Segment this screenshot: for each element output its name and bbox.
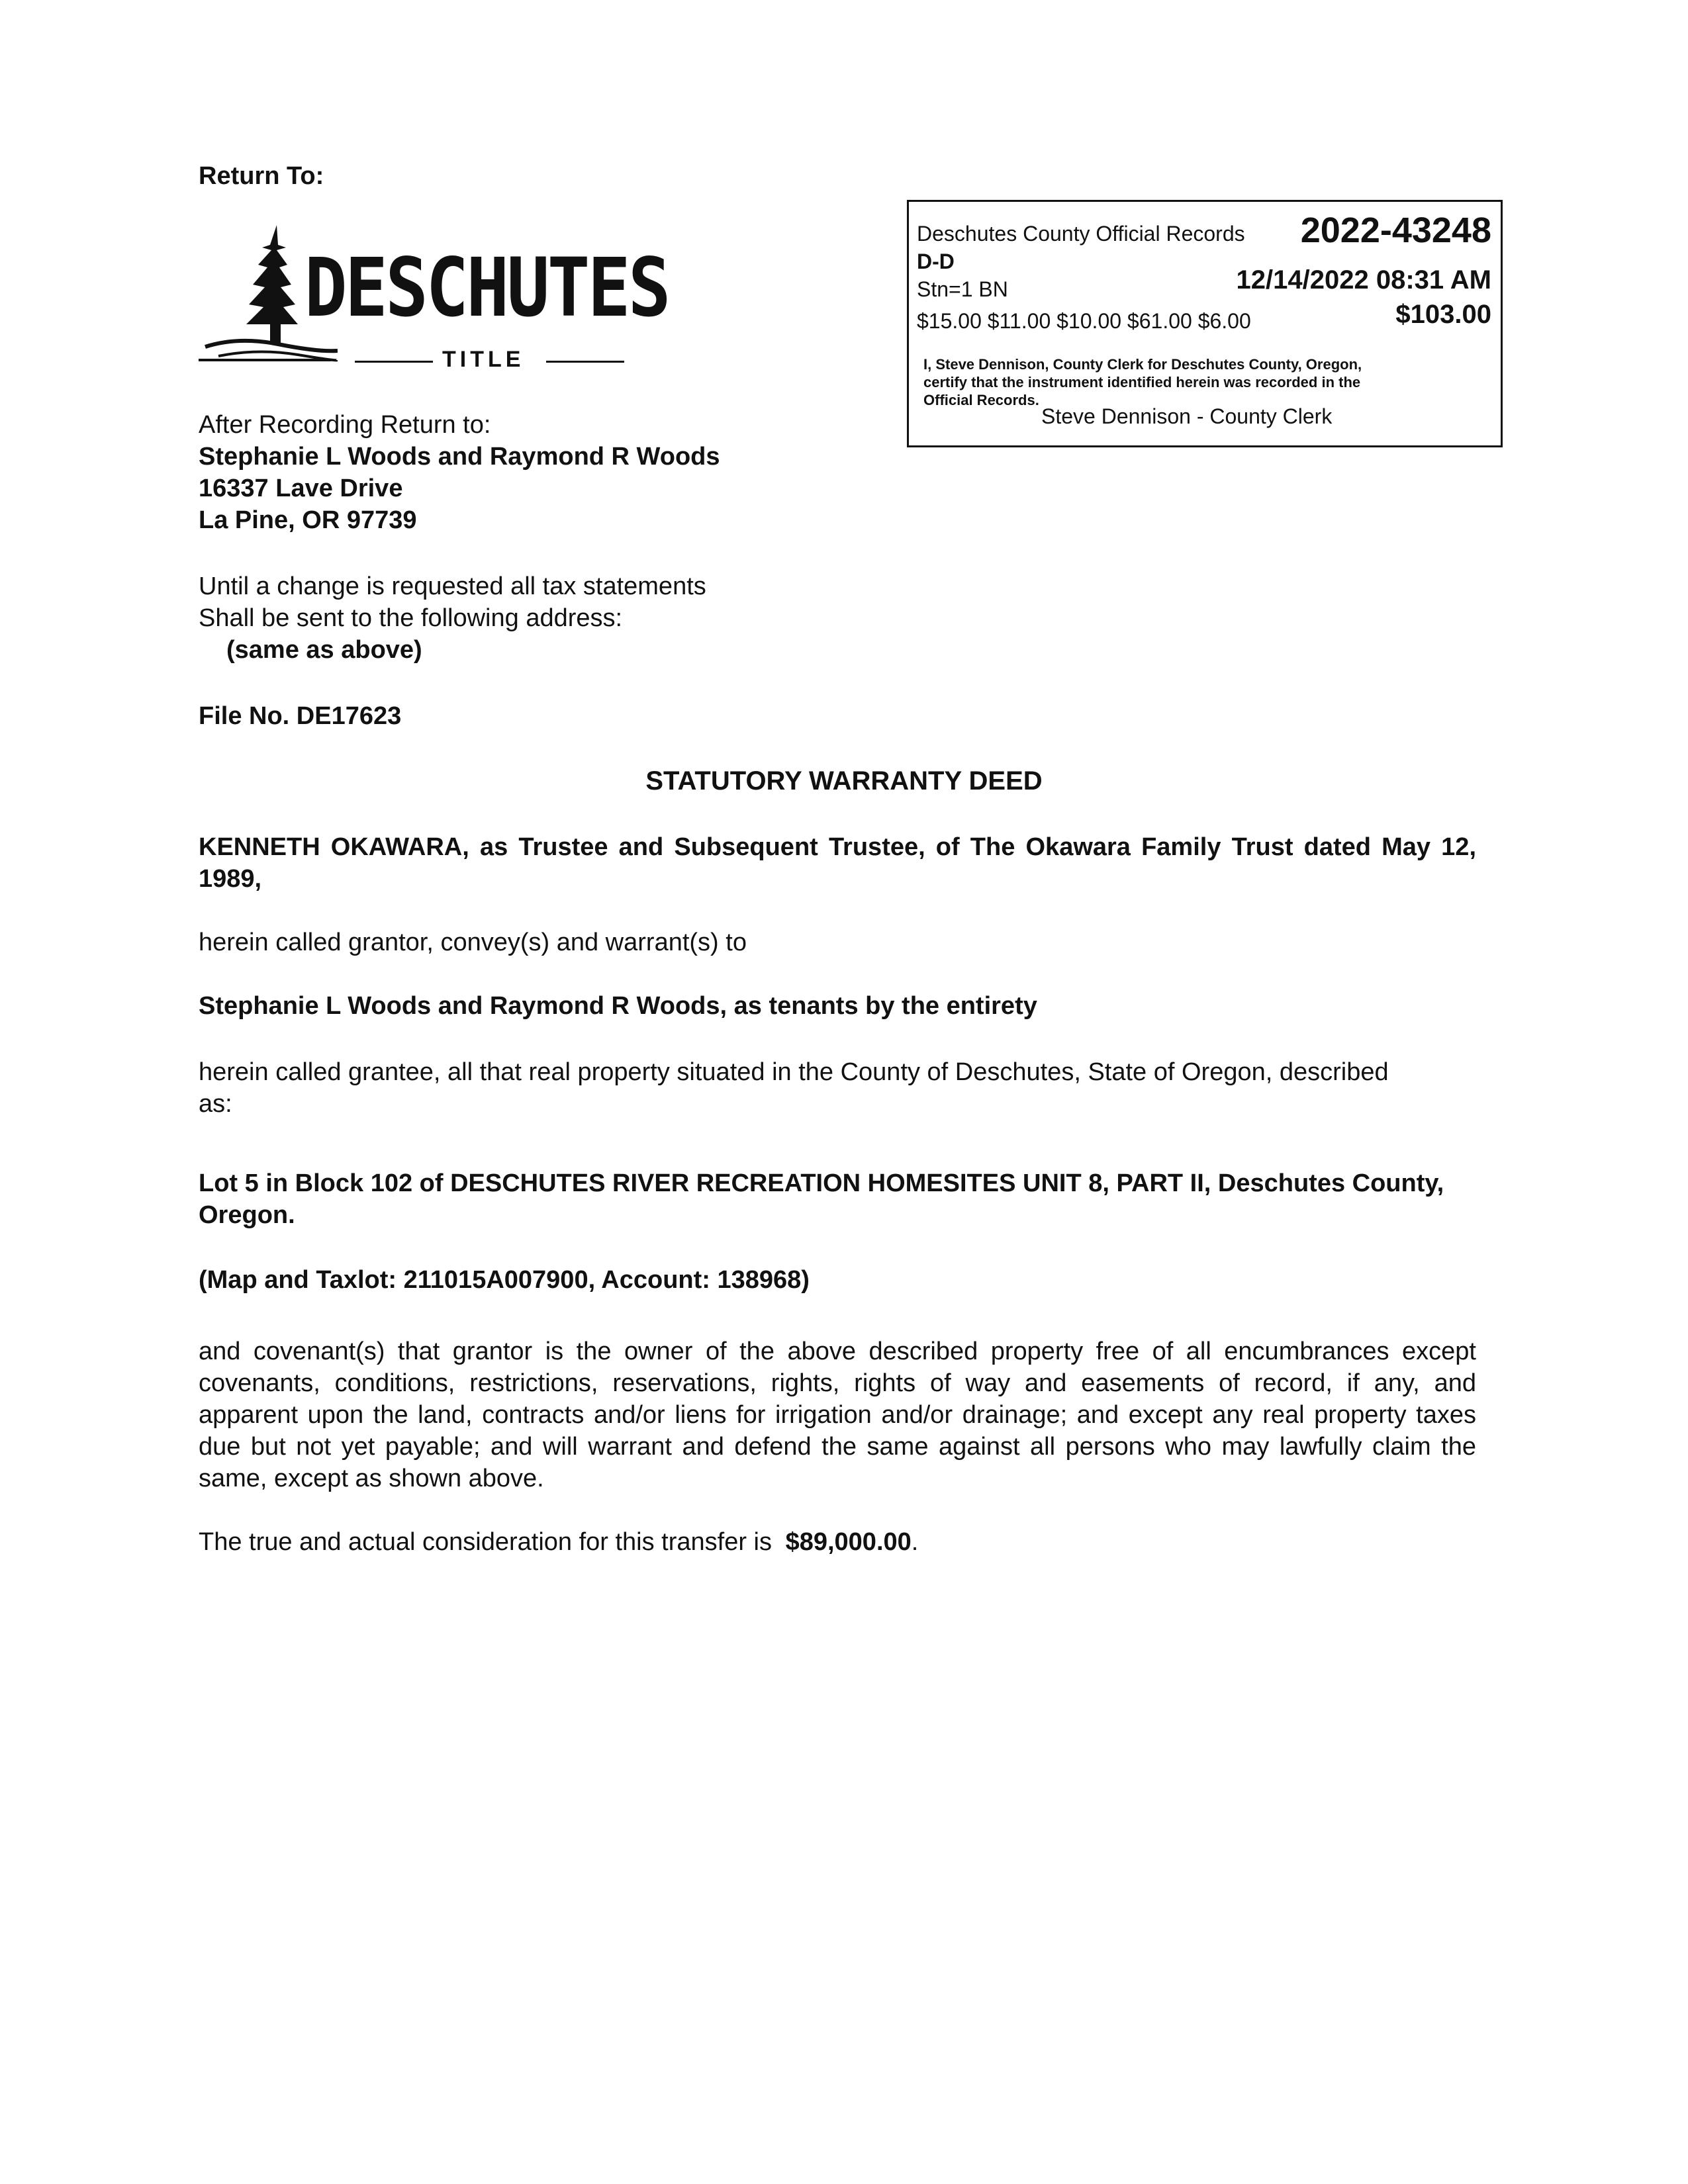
document-type: D-D bbox=[917, 250, 955, 273]
deed-title: STATUTORY WARRANTY DEED bbox=[645, 766, 1043, 796]
total-fee: $103.00 bbox=[1395, 300, 1491, 329]
document-number: 2022-43248 bbox=[1300, 210, 1491, 250]
clerk-signature: Steve Dennison - County Clerk bbox=[1041, 404, 1333, 428]
grantee: Stephanie L Woods and Raymond R Woods, as tenants by the entirety bbox=[199, 992, 1037, 1020]
station-id: Stn=1 BN bbox=[917, 277, 1008, 301]
return-to-label: Return To: bbox=[199, 162, 324, 190]
consideration-period: . bbox=[911, 1528, 919, 1556]
grantor: KENNETH OKAWARA, as Trustee and Subsequent Trustee, of The Okawara Family Trust dated May 12, 1989, bbox=[199, 833, 1476, 893]
consideration-line bbox=[199, 1526, 918, 1558]
tax-statement-line-3: (same as above) bbox=[226, 636, 422, 664]
return-street: 16337 Lave Drive bbox=[199, 475, 403, 502]
recording-datetime: 12/14/2022 08:31 AM bbox=[1236, 265, 1491, 295]
logo-rule-left bbox=[355, 361, 433, 363]
logo-subtitle: TITLE bbox=[442, 347, 525, 372]
covenant-paragraph: and covenant(s) that grantor is the owner of the above described property free of all encumbrances except covenants, conditions, restrictions, reservations, rights, rights of way and easements of record, if any, and apparent upon the land, contracts and/or liens for irrigation and/or drainage; and except any real property taxes due but not yet payable; and will warrant and defend the same against all persons who may lawfully claim the same, except as shown above. bbox=[199, 1338, 1476, 1492]
certification-line-1: I, Steve Dennison, County Clerk for Deschutes County, Oregon, bbox=[923, 356, 1362, 373]
tax-statement-line-2: Shall be sent to the following address: bbox=[199, 604, 623, 632]
map-taxlot: (Map and Taxlot: 211015A007900, Account: 138968) bbox=[199, 1266, 810, 1294]
grantee-clause: herein called grantee, all that real property situated in the County of Deschutes, State of Oregon, described as: bbox=[199, 1058, 1389, 1118]
consideration-text: The true and actual consideration for this transfer is bbox=[199, 1528, 773, 1556]
logo-rule-right bbox=[546, 361, 624, 363]
after-recording-label: After Recording Return to: bbox=[199, 411, 491, 439]
return-name: Stephanie L Woods and Raymond R Woods bbox=[199, 443, 720, 471]
legal-description: Lot 5 in Block 102 of DESCHUTES RIVER RECREATION HOMESITES UNIT 8, PART II, Deschutes County, Oregon. bbox=[199, 1169, 1444, 1229]
fee-breakdown: $15.00 $11.00 $10.00 $61.00 $6.00 bbox=[917, 309, 1251, 333]
certification-line-2: certify that the instrument identified herein was recorded in the bbox=[923, 374, 1361, 390]
return-city: La Pine, OR 97739 bbox=[199, 506, 417, 534]
certification-line-3: Official Records. bbox=[923, 392, 1039, 408]
logo-wordmark: DESCHUTES bbox=[305, 241, 669, 335]
records-office: Deschutes County Official Records bbox=[917, 222, 1245, 246]
grantor-clause: herein called grantor, convey(s) and warrant(s) to bbox=[199, 929, 747, 956]
deschutes-title-logo bbox=[199, 218, 675, 371]
tax-statement-line-1: Until a change is requested all tax statements bbox=[199, 572, 706, 600]
consideration-amount: $89,000.00 bbox=[785, 1528, 912, 1556]
file-number: File No. DE17623 bbox=[199, 702, 402, 730]
recording-stamp-box bbox=[907, 200, 1503, 447]
